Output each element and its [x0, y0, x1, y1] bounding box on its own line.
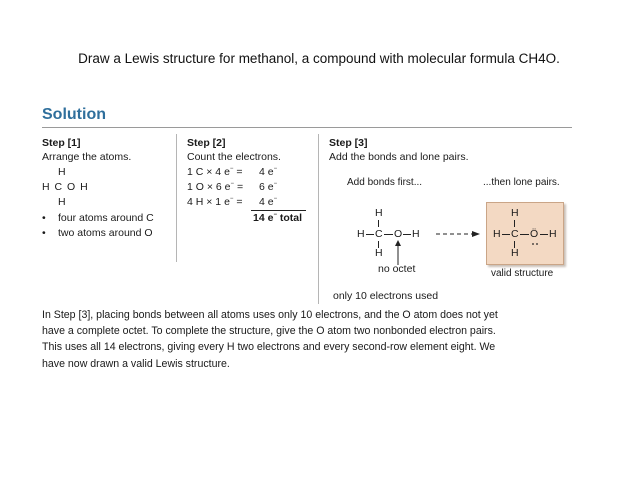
electron-count-row: 4 H × 1 e− =	[187, 196, 243, 208]
bond	[540, 234, 548, 235]
bond	[502, 234, 510, 235]
lone-pairs-label: ...then lone pairs.	[483, 177, 560, 188]
step1-atom-bottom: H	[58, 196, 66, 208]
electron-count-row: 1 C × 4 e− =	[187, 166, 243, 178]
explanation-paragraph	[42, 307, 572, 372]
no-octet-label: no octet	[378, 263, 416, 275]
electron-count-value: 4 e−	[259, 196, 278, 208]
electron-total: 14 e− total	[253, 212, 303, 224]
atom-h: H	[357, 228, 365, 240]
dashed-arrow-icon	[436, 229, 480, 239]
solution-heading: Solution	[42, 106, 106, 123]
paragraph-line: have a complete octet. To complete the structure, give the O atom two nonbonded electron pairs.	[42, 325, 496, 338]
bond	[520, 234, 529, 235]
step1-heading: Step [1]	[42, 137, 81, 149]
atom-h: H	[412, 228, 420, 240]
bond	[514, 220, 515, 227]
only-ten-electrons-label: only 10 electrons used	[333, 290, 439, 302]
step1-subtitle: Arrange the atoms.	[42, 151, 132, 163]
atom-h: H	[511, 247, 519, 259]
valid-structure-label: valid structure	[491, 268, 554, 279]
atom-o-lone-pairs: Ö	[530, 228, 539, 240]
bonds-first-label: Add bonds first...	[347, 177, 423, 188]
atom-c: C	[511, 228, 519, 240]
sum-line	[251, 210, 306, 211]
paragraph-line: In Step [3], placing bonds between all atoms uses only 10 electrons, and the O atom does not yet	[42, 309, 498, 321]
paragraph-line: This uses all 14 electrons, giving every H two electrons and every second-row element eight. We	[42, 341, 496, 354]
step3-heading: Step [3]	[329, 137, 368, 149]
paragraph-line: have now drawn a valid Lewis structure.	[42, 357, 230, 370]
step1-atom-row: H C O H	[42, 181, 89, 193]
step1-bullet: • two atoms around O	[58, 227, 153, 239]
atom-h: H	[511, 207, 519, 219]
bond	[403, 234, 411, 235]
atom-h: H	[493, 228, 501, 240]
atom-h: H	[375, 247, 383, 259]
page-title: Draw a Lewis structure for methanol, a compound with molecular formula CH4O.	[78, 51, 560, 66]
column-divider-1	[176, 134, 177, 262]
bond	[378, 220, 379, 227]
atom-o: O	[394, 228, 403, 240]
step2-heading: Step [2]	[187, 137, 226, 149]
lone-pair-dots-icon	[530, 242, 540, 246]
step1-atom-top: H	[58, 166, 66, 178]
atom-h: H	[375, 207, 383, 219]
electron-count-value: 4 e−	[259, 166, 278, 178]
bond	[384, 234, 393, 235]
step2-subtitle: Count the electrons.	[187, 151, 281, 163]
electron-count-row: 1 O × 6 e− =	[187, 181, 244, 193]
electron-count-value: 6 e−	[259, 181, 278, 193]
step3-subtitle: Add the bonds and lone pairs.	[329, 151, 469, 163]
column-divider-2	[318, 134, 319, 304]
atom-h: H	[549, 228, 557, 240]
step1-bullet: • four atoms around C	[58, 212, 154, 224]
bond	[366, 234, 374, 235]
divider	[42, 127, 572, 128]
atom-c: C	[375, 228, 383, 240]
